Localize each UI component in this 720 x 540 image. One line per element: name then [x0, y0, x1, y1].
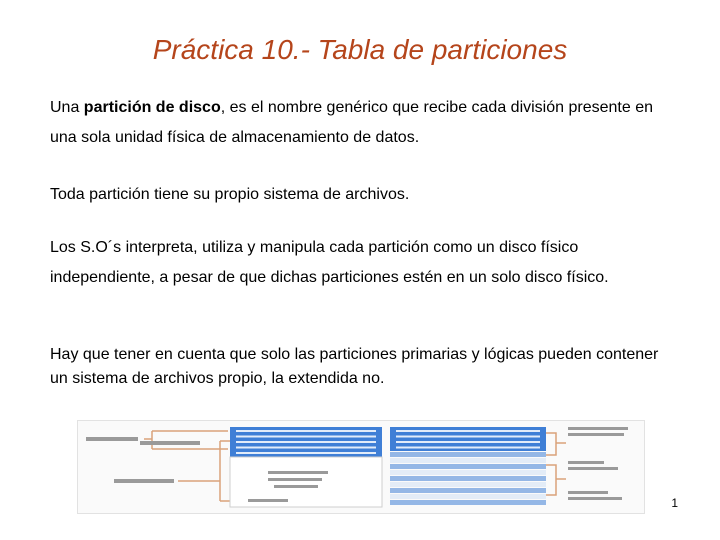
- partition-diagram-image: [78, 421, 644, 513]
- paragraph-text: Una: [50, 99, 84, 116]
- diagram-table-row: [396, 441, 540, 443]
- diagram-table-row: [390, 482, 546, 487]
- diagram-table-row: [236, 430, 376, 432]
- diagram-table-row: [396, 447, 540, 449]
- diagram-table-row: [236, 441, 376, 443]
- paragraph-definition: [50, 93, 680, 153]
- diagram-table-row: [390, 500, 546, 505]
- diagram-connector: [546, 433, 566, 455]
- paragraph-os: Los S.O´s interpreta, utiliza y manipula cada partición como un disco físico independiente, a pesar de que dichas particiones estén en un solo disco físico.: [50, 239, 609, 286]
- diagram-label-blur: [268, 471, 328, 474]
- slide-title: Práctica 10.- Tabla de particiones: [152, 34, 568, 65]
- bold-term: partición de disco: [83, 99, 221, 116]
- diagram-label-blur: [568, 427, 628, 430]
- partition-table-diagram: [77, 420, 645, 514]
- diagram-table-row: [390, 476, 546, 481]
- paragraph-filesystem: Toda partición tiene su propio sistema de archivos.: [50, 186, 410, 203]
- diagram-label-blur: [568, 467, 618, 470]
- diagram-label-blur: [114, 479, 174, 483]
- diagram-table-row: [390, 452, 546, 457]
- diagram-table-row: [236, 447, 376, 449]
- diagram-label-blur: [274, 485, 318, 488]
- diagram-label-blur: [568, 433, 624, 436]
- page-number: 1: [671, 496, 678, 510]
- diagram-table-row: [236, 452, 376, 454]
- diagram-label-blur: [268, 478, 322, 481]
- diagram-table-row: [390, 494, 546, 499]
- diagram-connector: [546, 465, 566, 495]
- diagram-table-row: [390, 458, 546, 463]
- diagram-table-row: [390, 488, 546, 493]
- diagram-table-row: [236, 436, 376, 438]
- diagram-table-row: [390, 464, 546, 469]
- diagram-table-row: [390, 470, 546, 475]
- diagram-connector: [144, 431, 228, 449]
- diagram-table-row: [396, 430, 540, 432]
- paragraph-primary-logical: Hay que tener en cuenta que solo las particiones primarias y lógicas pueden contener un sistema de archivos propio, la extendida no.: [50, 346, 659, 387]
- diagram-label-blur: [248, 499, 288, 502]
- diagram-table-row: [396, 436, 540, 438]
- diagram-connector: [178, 441, 230, 501]
- diagram-label-blur: [568, 491, 608, 494]
- paragraph-text: , es el nombre genérico que recibe cada división presente en una sola unidad física de almacenamiento de datos.: [50, 99, 653, 146]
- diagram-label-blur: [140, 441, 200, 445]
- diagram-label-blur: [568, 461, 604, 464]
- diagram-label-blur: [86, 437, 138, 441]
- diagram-label-blur: [568, 497, 622, 500]
